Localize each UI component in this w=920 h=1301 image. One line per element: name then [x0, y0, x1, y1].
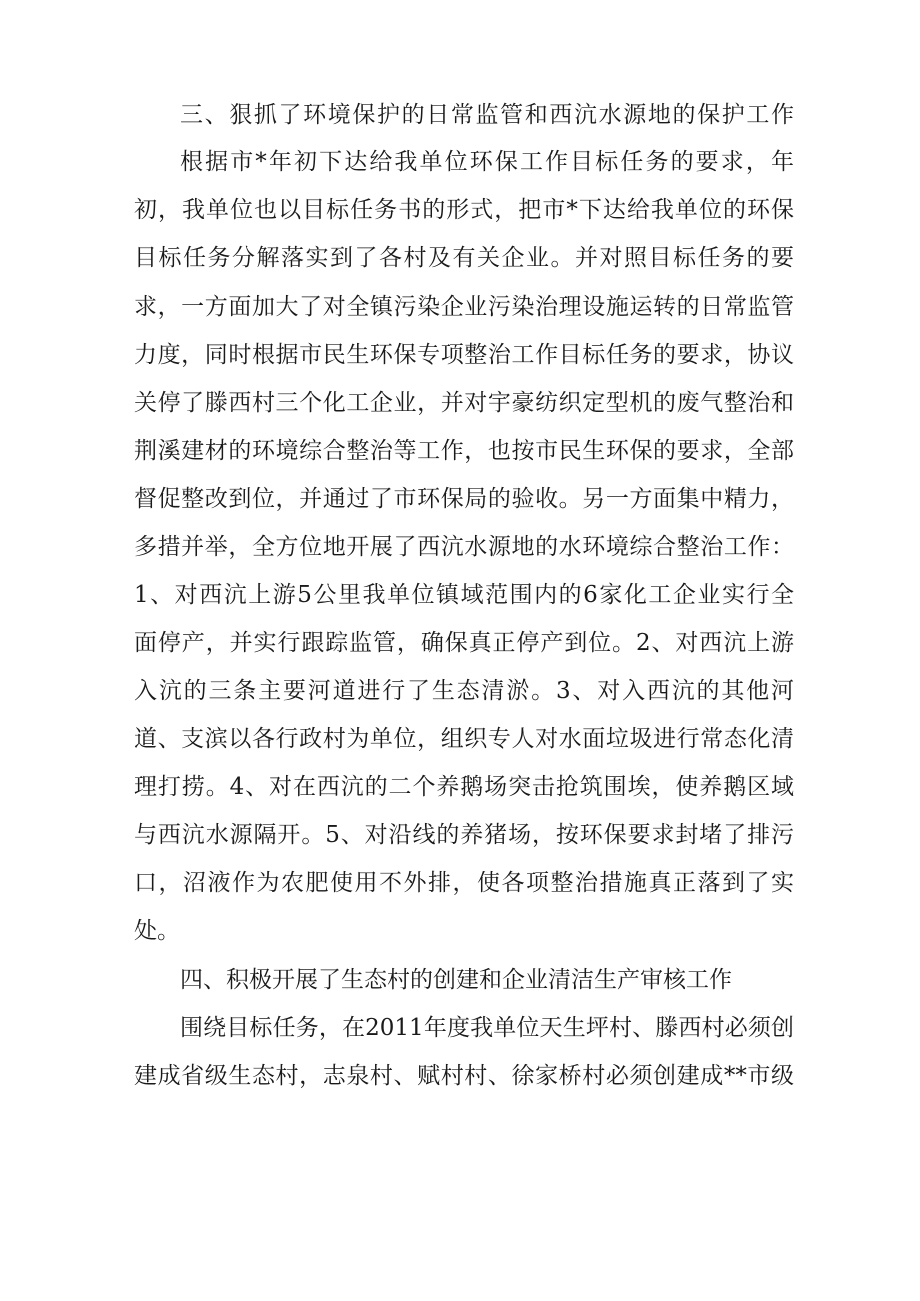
paragraph-line: 理打捞。4、对在西沆的二个养鹅场突击抢筑围埃，使养鹅区域: [134, 774, 794, 800]
section-heading-3: 三、狠抓了环境保护的日常监管和西沆水源地的保护工作: [180, 102, 794, 128]
paragraph-line: 建成省级生态村，志泉村、赋村村、徐家桥村必须创建成**市级: [134, 1063, 794, 1089]
paragraph-line: 督促整改到位，并通过了市环保局的验收。另一方面集中精力，: [134, 486, 794, 512]
paragraph-line: 多措并举，全方位地开展了西沆水源地的水环境综合整治工作：: [134, 534, 794, 560]
paragraph-line: 关停了滕西村三个化工企业，并对宇豪纺织定型机的废气整治和: [134, 390, 794, 416]
paragraph-line: 与西沆水源隔开。5、对沿线的养猪场，按环保要求封堵了排污: [134, 822, 794, 848]
paragraph-line: 围绕目标任务，在2011年度我单位天生坪村、滕西村必须创: [180, 1015, 794, 1041]
paragraph-line: 入沆的三条主要河道进行了生态清淤。3、对入西沆的其他河: [134, 678, 794, 704]
section-heading-4: 四、积极开展了生态村的创建和企业清洁生产审核工作: [180, 967, 732, 993]
paragraph-line: 求，一方面加大了对全镇污染企业污染治理设施运转的日常监管: [134, 294, 794, 320]
paragraph-line: 根据市*年初下达给我单位环保工作目标任务的要求，年: [180, 149, 794, 175]
paragraph-line: 面停产，并实行跟踪监管，确保真正停产到位。2、对西沆上游: [134, 630, 794, 656]
paragraph-line: 力度，同时根据市民生环保专项整治工作目标任务的要求，协议: [134, 342, 794, 368]
paragraph-line: 道、支滨以各行政村为单位，组织专人对水面垃圾进行常态化清: [134, 726, 794, 752]
paragraph-line: 目标任务分解落实到了各村及有关企业。并对照目标任务的要: [134, 245, 794, 271]
paragraph-line: 口，沼液作为农肥使用不外排，使各项整治措施真正落到了实: [134, 870, 794, 896]
paragraph-line: 处。: [134, 918, 180, 944]
paragraph-line: 1、对西沆上游5公里我单位镇域范围内的6家化工企业实行全: [134, 582, 794, 608]
paragraph-line: 初，我单位也以目标任务书的形式，把市*下达给我单位的环保: [134, 197, 794, 223]
paragraph-line: 荆溪建材的环境综合整治等工作，也按市民生环保的要求，全部: [134, 438, 794, 464]
